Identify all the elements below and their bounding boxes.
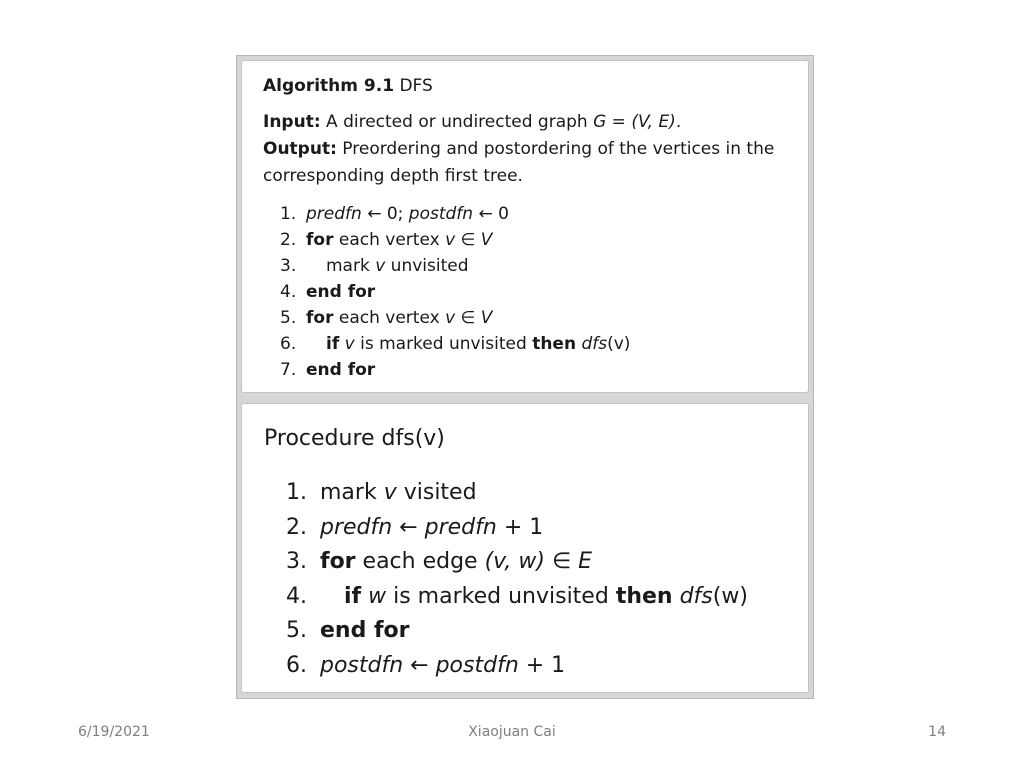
algorithm-step: 2. for each vertex v ∈ V xyxy=(280,230,493,250)
algorithm-step: 5. for each vertex v ∈ V xyxy=(280,308,493,328)
procedure-step: 4. if w is marked unvisited then dfs(w) xyxy=(286,583,748,609)
procedure-step: 1. mark v visited xyxy=(286,480,477,505)
algorithm-step: 1. predfn ← 0; postdfn ← 0 xyxy=(280,204,509,224)
output-line: Output: Preordering and postordering of the vertices in the corresponding depth first tree. xyxy=(263,139,775,186)
procedure-step: 2. predfn ← predfn + 1 xyxy=(286,514,544,540)
input-line: Input: A directed or undirected graph G = (V, E). xyxy=(263,112,682,132)
algorithm-step: 3. mark v unvisited xyxy=(280,256,469,276)
algorithm-figure xyxy=(236,55,814,699)
algorithm-step: 7. end for xyxy=(280,360,376,380)
algorithm-steps xyxy=(280,201,630,383)
procedure-panel xyxy=(241,403,809,693)
algorithm-step: 6. if v is marked unvisited then dfs(v) xyxy=(280,334,631,354)
footer-author: Xiaojuan Cai xyxy=(468,724,556,740)
procedure-step: 3. for each edge (v, w) ∈ E xyxy=(286,549,593,574)
page-number: 14 xyxy=(928,724,946,740)
procedure-steps xyxy=(286,476,748,683)
algorithm-title: Algorithm 9.1 DFS xyxy=(263,76,433,96)
algorithm-io xyxy=(263,109,803,190)
procedure-title: Procedure dfs(v) xyxy=(264,426,445,451)
procedure-step: 6. postdfn ← postdfn + 1 xyxy=(286,652,566,678)
procedure-step: 5. end for xyxy=(286,618,410,643)
footer-date: 6/19/2021 xyxy=(78,724,150,740)
algorithm-step: 4. end for xyxy=(280,282,376,302)
algorithm-panel xyxy=(241,60,809,393)
